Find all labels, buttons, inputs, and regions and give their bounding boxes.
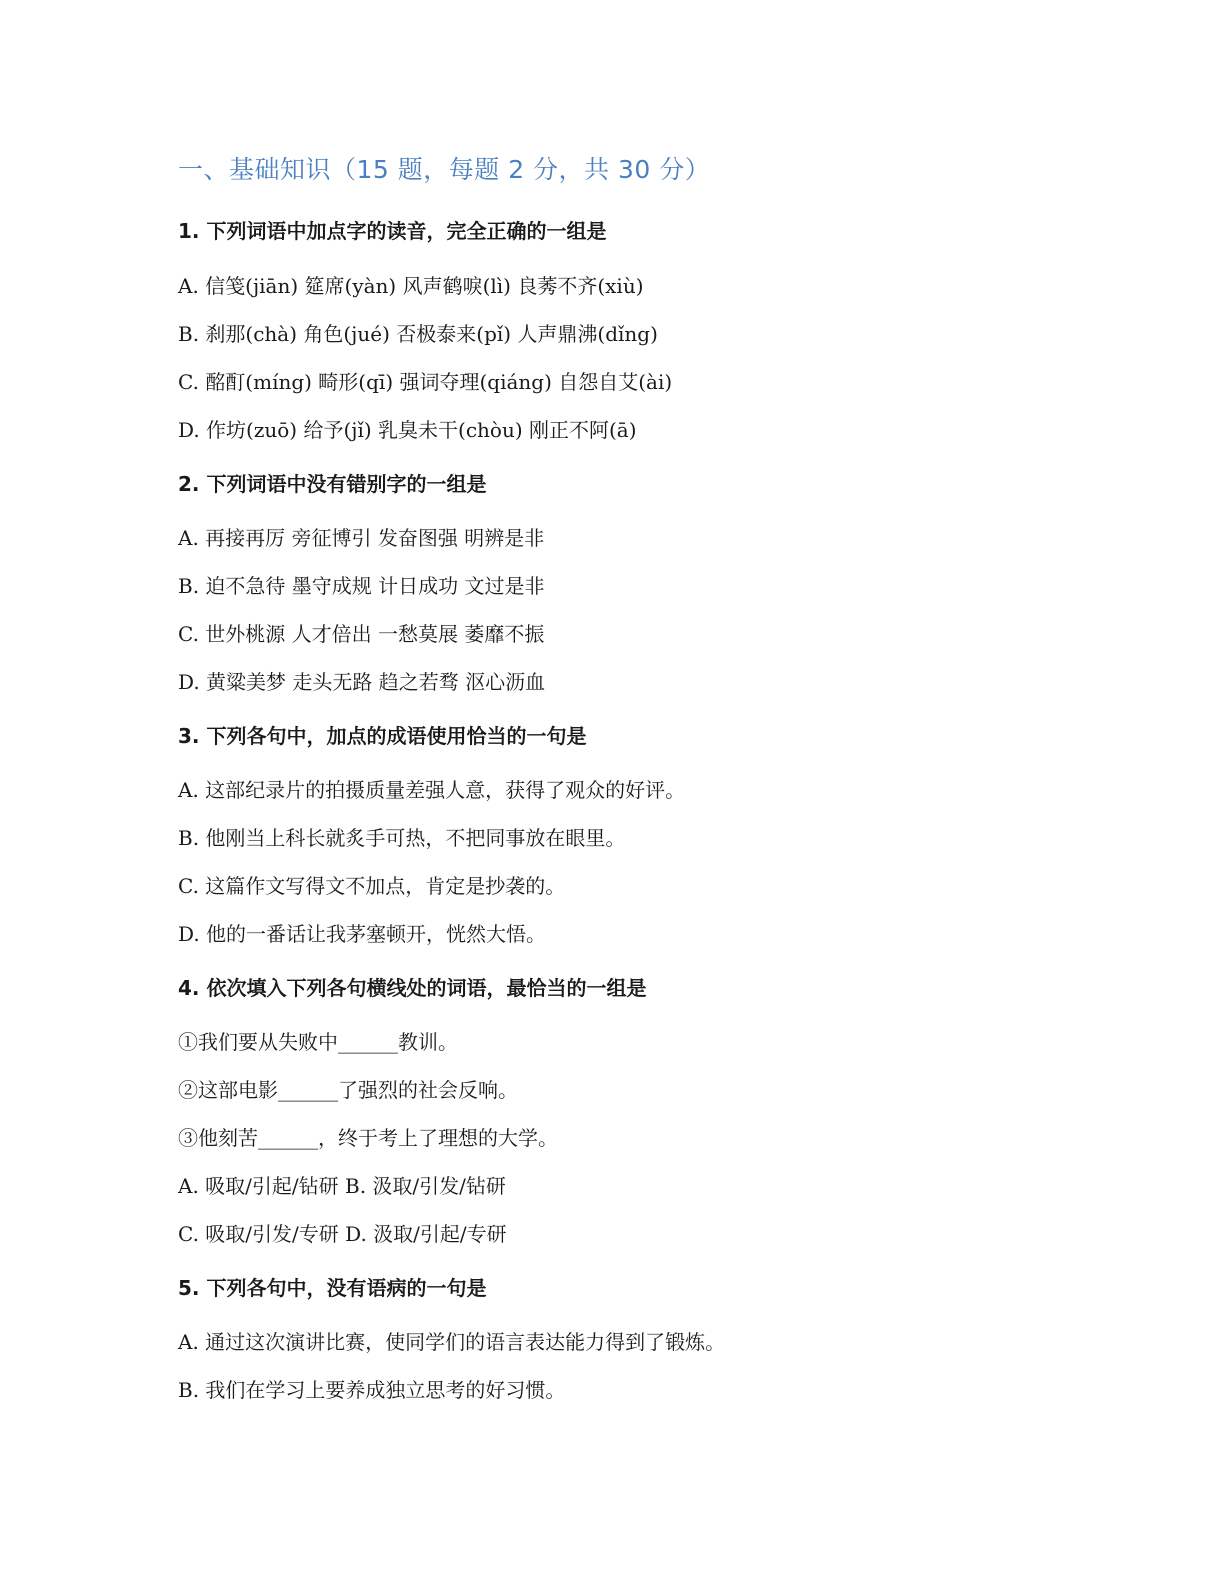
question-5-option-b: B. 我们在学习上要养成独立思考的好习惯。 [178, 1378, 566, 1402]
question-3-option-d: D. 他的一番话让我茅塞顿开，恍然大悟。 [178, 922, 547, 946]
question-1-option-b: B. 刹那(chà) 角色(jué) 否极泰来(pǐ) 人声鼎沸(dǐng) [178, 322, 658, 346]
question-3-title: 3. 下列各句中，加点的成语使用恰当的一句是 [178, 724, 587, 748]
question-4-sentence-3: ③他刻苦______，终于考上了理想的大学。 [178, 1126, 558, 1150]
question-3-option-b: B. 他刚当上科长就炙手可热，不把同事放在眼里。 [178, 826, 626, 850]
question-2-option-b: B. 迫不急待 墨守成规 计日成功 文过是非 [178, 574, 545, 598]
question-1-title: 1. 下列词语中加点字的读音，完全正确的一组是 [178, 219, 607, 243]
question-1-option-c: C. 酩酊(míng) 畸形(qī) 强词夺理(qiáng) 自怨自艾(ài) [178, 370, 673, 394]
question-5-option-a: A. 通过这次演讲比赛，使同学们的语言表达能力得到了锻炼。 [178, 1330, 726, 1354]
section-title: 一、基础知识（15 题，每题 2 分，共 30 分） [178, 155, 711, 184]
question-3-option-a: A. 这部纪录片的拍摄质量差强人意，获得了观众的好评。 [178, 778, 686, 802]
question-2-option-c: C. 世外桃源 人才倍出 一愁莫展 萎靡不振 [178, 622, 545, 646]
question-4-options-ab: A. 吸取/引起/钻研 B. 汲取/引发/钻研 [178, 1174, 506, 1198]
question-1-option-a: A. 信笺(jiān) 筵席(yàn) 风声鹤唳(lì) 良莠不齐(xiù) [178, 274, 644, 298]
question-5-title: 5. 下列各句中，没有语病的一句是 [178, 1276, 487, 1300]
question-4-title: 4. 依次填入下列各句横线处的词语，最恰当的一组是 [178, 976, 647, 1000]
question-2-option-a: A. 再接再厉 旁征博引 发奋图强 明辨是非 [178, 526, 545, 550]
question-2-title: 2. 下列词语中没有错别字的一组是 [178, 472, 487, 496]
question-3-option-c: C. 这篇作文写得文不加点，肯定是抄袭的。 [178, 874, 566, 898]
question-2-option-d: D. 黄粱美梦 走头无路 趋之若骛 沤心沥血 [178, 670, 546, 694]
question-1-option-d: D. 作坊(zuō) 给予(jǐ) 乳臭未干(chòu) 刚正不阿(ā) [178, 418, 637, 442]
question-4-sentence-2: ②这部电影______了强烈的社会反响。 [178, 1078, 518, 1102]
question-4-options-cd: C. 吸取/引发/专研 D. 汲取/引起/专研 [178, 1222, 507, 1246]
question-4-sentence-1: ①我们要从失败中______教训。 [178, 1030, 458, 1054]
